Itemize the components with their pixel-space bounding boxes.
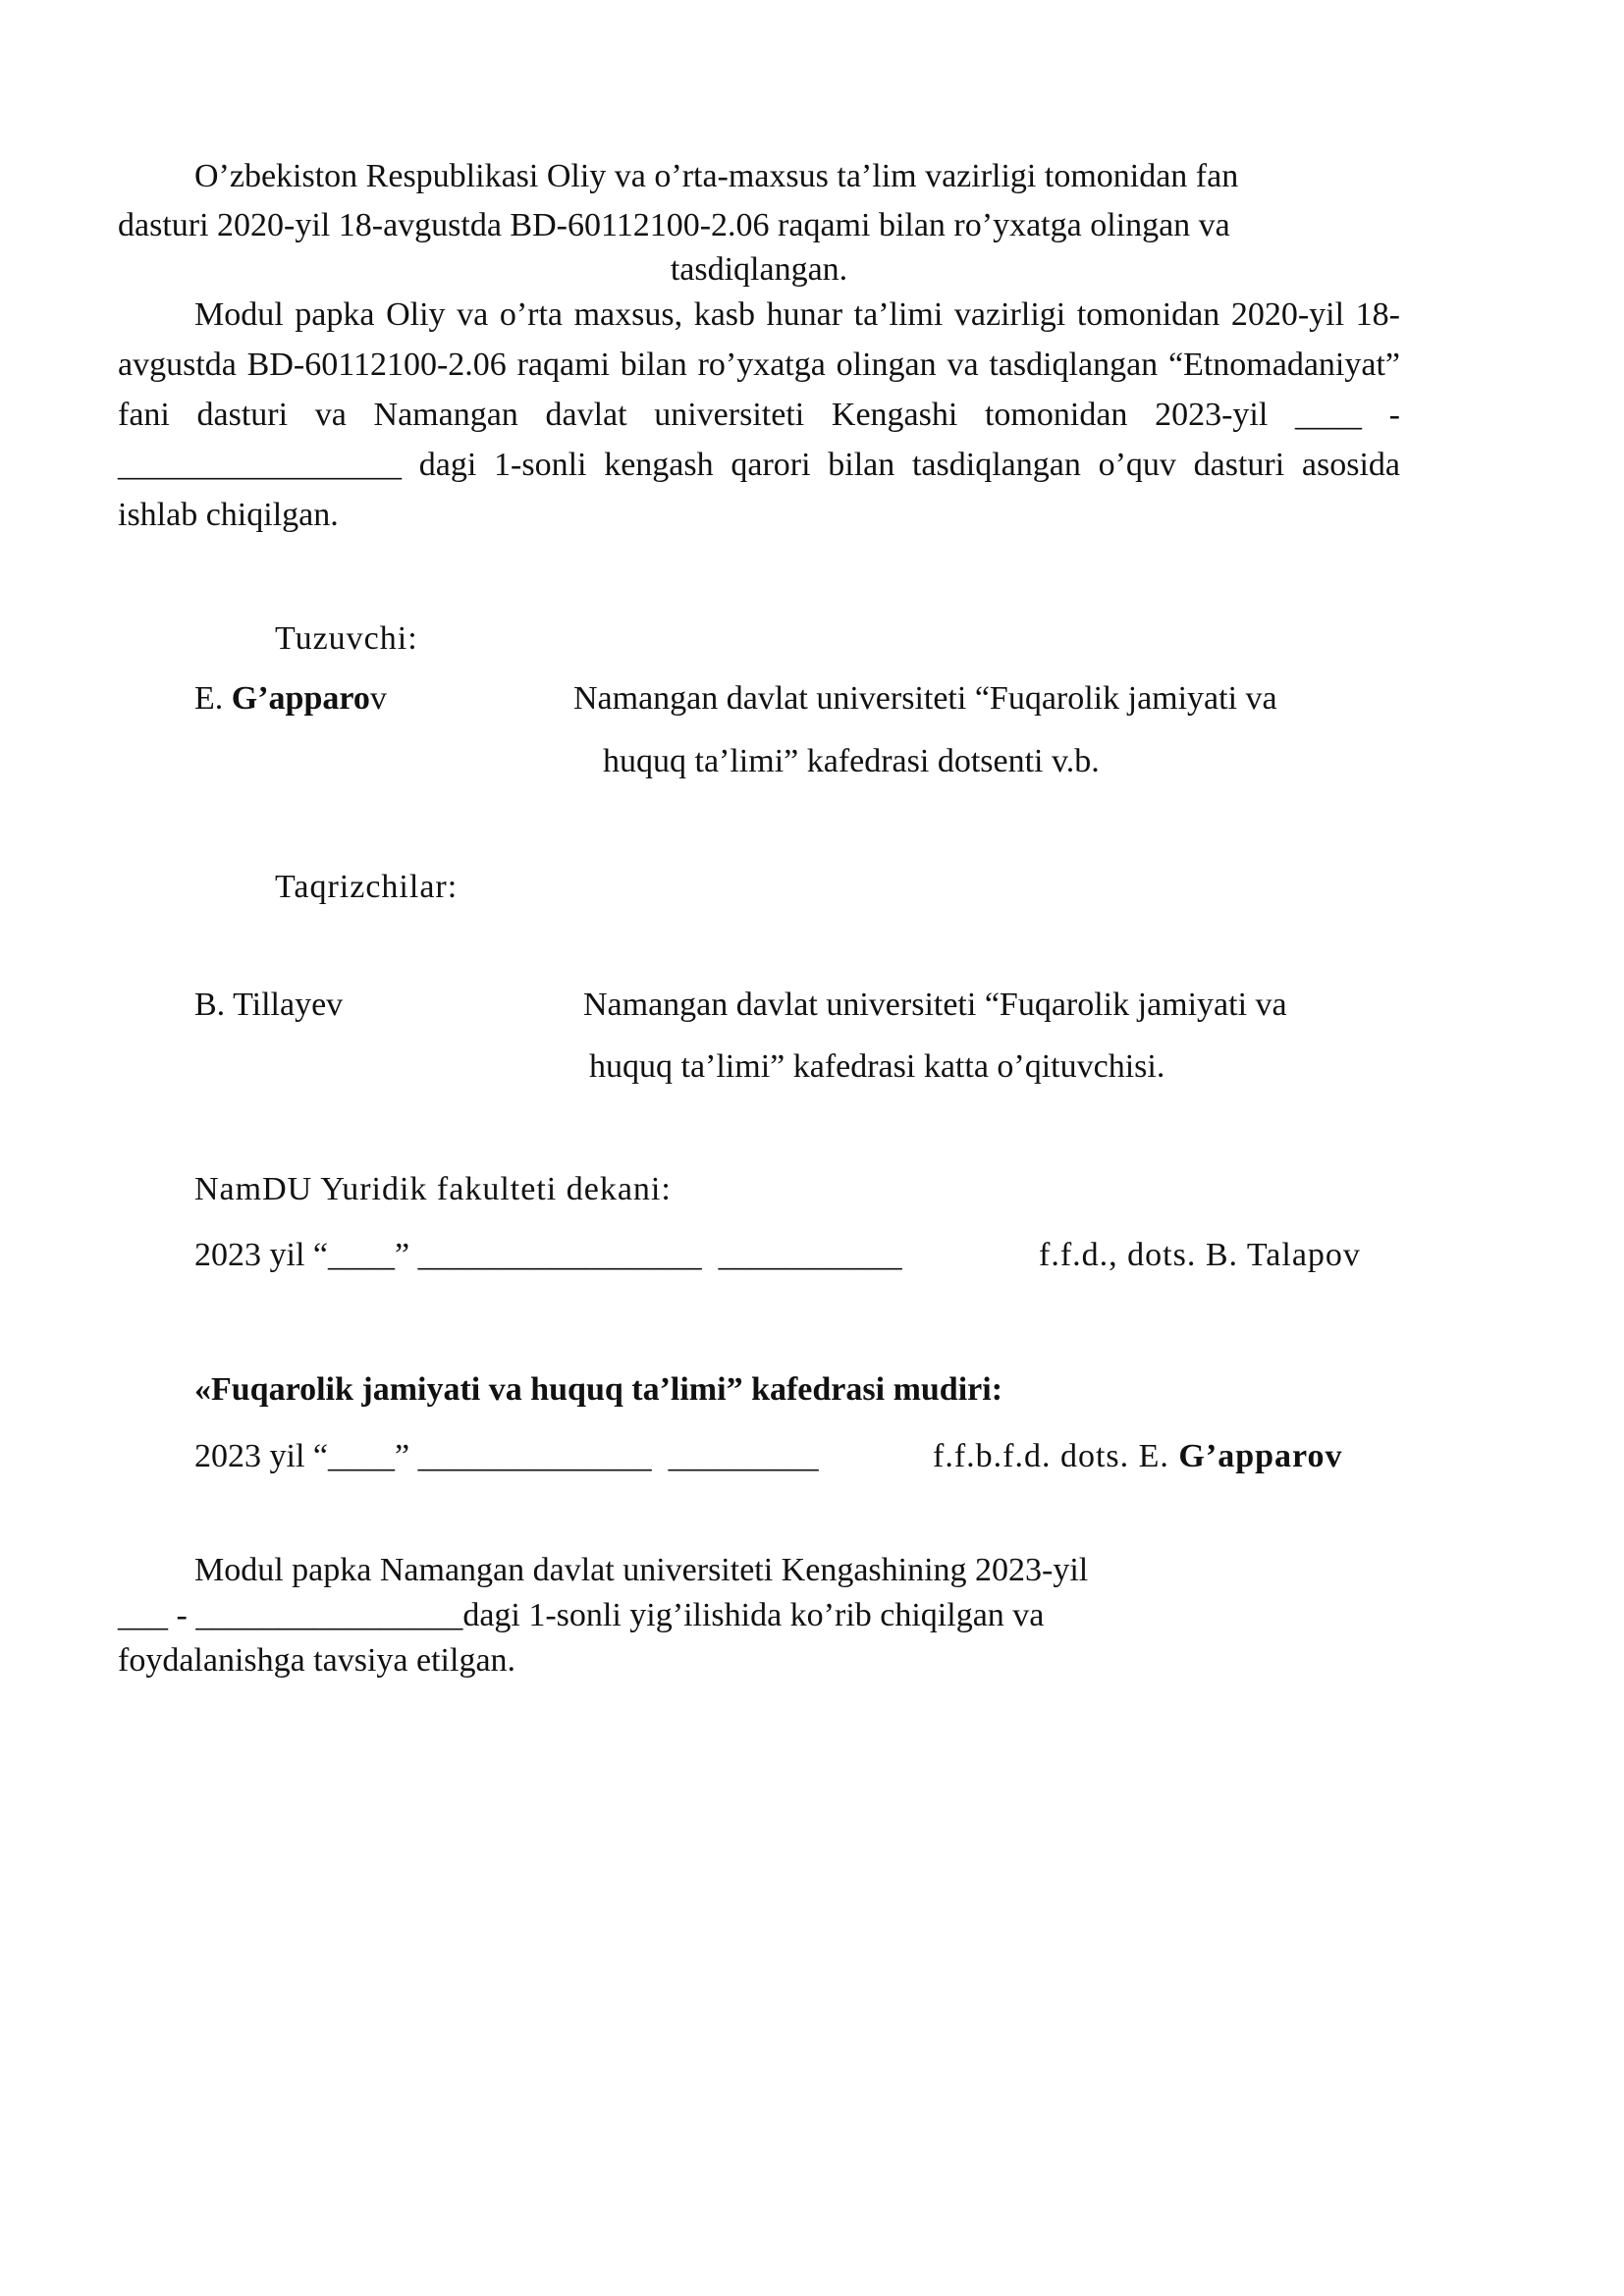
department-head-date-line: 2023 yil “____” ______________ _________ — [194, 1438, 819, 1474]
council-line-3: foydalanishga tavsiya etilgan. — [118, 1642, 516, 1679]
author-name: E. G’apparov — [194, 680, 387, 717]
author-position-line-1: Namangan davlat universiteti “Fuqarolik jamiyati va — [573, 680, 1277, 717]
council-line-1: Modul papka Namangan davlat universiteti Kengashining 2023-yil — [194, 1552, 1089, 1588]
author-heading: Tuzuvchi: — [275, 620, 418, 657]
reviewer-position-line-1: Namangan davlat universiteti “Fuqarolik jamiyati va — [583, 987, 1287, 1023]
dean-title: NamDU Yuridik fakulteti dekani: — [194, 1171, 672, 1207]
dean-signature: f.f.d., dots. B. Talapov — [1039, 1237, 1361, 1273]
intro-line-3: tasdiqlangan. — [670, 251, 848, 288]
modul-paragraph: Modul papka Oliy va o’rta maxsus, kasb hunar ta’limi vazirligi tomonidan 2020-yil 18-avgustda BD-60112100-2.06 raqami bilan ro’yxatga olingan va tasdiqlangan “Etnomadaniyat” fani dasturi va Namangan davlat universiteti Kengashi tomonidan 2023-yil ____ - _________________ dagi 1-sonli kengash qarori bilan tasdiqlangan o’quv dasturi asosida ishlab chiqilgan. — [118, 296, 1400, 533]
author-position-line-2: huquq ta’limi” kafedrasi dotsenti v.b. — [603, 743, 1100, 779]
department-head-title: «Fuqarolik jamiyati va huquq ta’limi” kafedrasi mudiri: — [194, 1371, 1003, 1408]
council-line-2: ___ - ________________dagi 1-sonli yig’ilishida ko’rib chiqilgan va — [118, 1597, 1045, 1633]
department-head-signature: f.f.b.f.d. dots. E. G’apparov — [933, 1438, 1343, 1474]
dean-date-line: 2023 yil “____” _________________ ___________ — [194, 1237, 902, 1273]
reviewers-heading: Taqrizchilar: — [275, 869, 459, 905]
intro-line-1: O’zbekiston Respublikasi Oliy va o’rta-maxsus ta’lim vazirligi tomonidan fan — [194, 158, 1239, 194]
reviewer-name: B. Tillayev — [194, 987, 344, 1023]
reviewer-position-line-2: huquq ta’limi” kafedrasi katta o’qituvchisi. — [589, 1048, 1165, 1085]
intro-line-2: dasturi 2020-yil 18-avgustda BD-60112100-2.06 raqami bilan ro’yxatga olingan va — [118, 207, 1230, 243]
